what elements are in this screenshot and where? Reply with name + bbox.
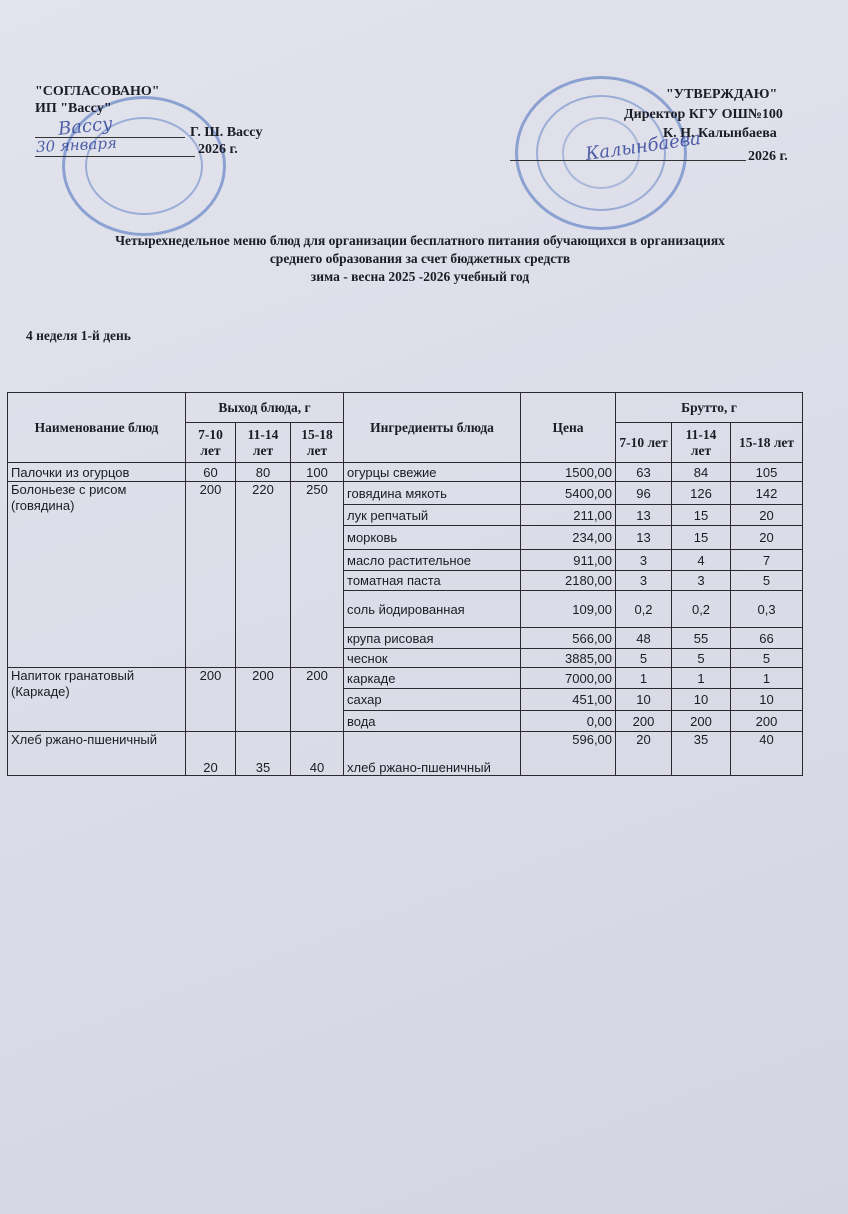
- header-price: Цена: [521, 393, 616, 463]
- left-date-line: [35, 156, 195, 157]
- brutto-15-18: 200: [731, 711, 803, 732]
- output-15-18: 40: [291, 732, 344, 776]
- header-brutto-age-15-18: 15-18 лет: [731, 423, 803, 463]
- output-11-14: 35: [236, 732, 291, 776]
- output-11-14: 200: [236, 668, 291, 732]
- brutto-15-18: 5: [731, 571, 803, 591]
- ingredient-price: 211,00: [521, 505, 616, 526]
- brutto-11-14: 3: [672, 571, 731, 591]
- title-line-1: Четырехнедельное меню блюд для организации бесплатного питания обучающихся в организациях: [115, 233, 725, 248]
- ingredient-name: масло растительное: [344, 550, 521, 571]
- header-dish: Наименование блюд: [8, 393, 186, 463]
- output-7-10: 60: [186, 463, 236, 482]
- brutto-11-14: 15: [672, 505, 731, 526]
- dish-name: Палочки из огурцов: [8, 463, 186, 482]
- brutto-11-14: 200: [672, 711, 731, 732]
- left-handwritten-date: 30 января: [35, 133, 118, 157]
- brutto-11-14: 55: [672, 628, 731, 649]
- brutto-15-18: 7: [731, 550, 803, 571]
- ingredient-price: 109,00: [521, 591, 616, 628]
- ingredient-name: вода: [344, 711, 521, 732]
- ingredient-price: 911,00: [521, 550, 616, 571]
- day-label: 4 неделя 1-й день: [26, 328, 131, 343]
- ingredient-price: 7000,00: [521, 668, 616, 689]
- dish-name: Напиток гранатовый (Каркаде): [8, 668, 186, 732]
- ingredient-name: хлеб ржано-пшеничный: [344, 732, 521, 776]
- brutto-11-14: 5: [672, 649, 731, 668]
- brutto-11-14: 126: [672, 482, 731, 505]
- brutto-7-10: 13: [616, 505, 672, 526]
- approval-right-position: Директор КГУ ОШ№100: [624, 107, 783, 122]
- header-output-age-15-18: 15-18 лет: [291, 423, 344, 463]
- table-row: [8, 668, 803, 689]
- brutto-11-14: 1: [672, 668, 731, 689]
- approval-left-year: 2026 г.: [198, 142, 238, 157]
- ingredient-name: сахар: [344, 689, 521, 711]
- dish-name: Болоньезе с рисом (говядина): [8, 482, 186, 668]
- output-7-10: 200: [186, 668, 236, 732]
- ingredient-price: 1500,00: [521, 463, 616, 482]
- output-15-18: 250: [291, 482, 344, 668]
- ingredient-price: 596,00: [521, 732, 616, 776]
- output-15-18: 200: [291, 668, 344, 732]
- brutto-7-10: 3: [616, 571, 672, 591]
- header-output: Выход блюда, г: [186, 393, 344, 423]
- ingredient-name: говядина мякоть: [344, 482, 521, 505]
- header-brutto-age-7-10: 7-10 лет: [616, 423, 672, 463]
- right-signature-line: [510, 160, 746, 161]
- ingredient-name: чеснок: [344, 649, 521, 668]
- brutto-7-10: 96: [616, 482, 672, 505]
- ingredient-price: 0,00: [521, 711, 616, 732]
- title-line-2: среднего образования за счет бюджетных средств: [269, 251, 571, 266]
- brutto-15-18: 66: [731, 628, 803, 649]
- header-ingredients: Ингредиенты блюда: [344, 393, 521, 463]
- approval-left-name: Г. Ш. Васcу: [190, 125, 263, 140]
- brutto-15-18: 40: [731, 732, 803, 776]
- brutto-7-10: 0,2: [616, 591, 672, 628]
- brutto-11-14: 0,2: [672, 591, 731, 628]
- brutto-7-10: 20: [616, 732, 672, 776]
- brutto-15-18: 105: [731, 463, 803, 482]
- output-15-18: 100: [291, 463, 344, 482]
- ingredient-name: лук репчатый: [344, 505, 521, 526]
- brutto-7-10: 10: [616, 689, 672, 711]
- table-row: [8, 463, 803, 482]
- brutto-11-14: 15: [672, 526, 731, 550]
- output-11-14: 220: [236, 482, 291, 668]
- header-output-age-11-14: 11-14 лет: [236, 423, 291, 463]
- header-output-age-7-10: 7-10 лет: [186, 423, 236, 463]
- ingredient-name: крупа рисовая: [344, 628, 521, 649]
- brutto-15-18: 20: [731, 505, 803, 526]
- document-title: [20, 232, 820, 286]
- title-line-3: зима - весна 2025 -2026 учебный год: [310, 269, 530, 284]
- brutto-11-14: 35: [672, 732, 731, 776]
- dish-name: Хлеб ржано-пшеничный: [8, 732, 186, 776]
- approval-right-name: К. Н. Калынбаева: [663, 126, 777, 141]
- header-brutto: Брутто, г: [616, 393, 803, 423]
- brutto-7-10: 63: [616, 463, 672, 482]
- brutto-15-18: 0,3: [731, 591, 803, 628]
- approval-left-heading: "СОГЛАСОВАНО": [35, 84, 160, 99]
- brutto-15-18: 5: [731, 649, 803, 668]
- output-7-10: 200: [186, 482, 236, 668]
- header-brutto-age-11-14: 11-14 лет: [672, 423, 731, 463]
- brutto-15-18: 20: [731, 526, 803, 550]
- brutto-7-10: 3: [616, 550, 672, 571]
- ingredient-name: каркаде: [344, 668, 521, 689]
- brutto-7-10: 48: [616, 628, 672, 649]
- approval-right-year: 2026 г.: [748, 149, 788, 164]
- ingredient-name: морковь: [344, 526, 521, 550]
- ingredient-name: огурцы свежие: [344, 463, 521, 482]
- approval-right-heading: "УТВЕРЖДАЮ": [666, 87, 778, 102]
- brutto-11-14: 4: [672, 550, 731, 571]
- ingredient-price: 566,00: [521, 628, 616, 649]
- brutto-15-18: 142: [731, 482, 803, 505]
- table-row: [8, 482, 803, 505]
- ingredient-price: 3885,00: [521, 649, 616, 668]
- right-signature: Калынбаева: [584, 128, 703, 165]
- brutto-7-10: 200: [616, 711, 672, 732]
- ingredient-price: 5400,00: [521, 482, 616, 505]
- output-11-14: 80: [236, 463, 291, 482]
- ingredient-price: 451,00: [521, 689, 616, 711]
- brutto-7-10: 1: [616, 668, 672, 689]
- approval-left-org: ИП "Васcу": [35, 101, 112, 116]
- brutto-11-14: 84: [672, 463, 731, 482]
- brutto-15-18: 1: [731, 668, 803, 689]
- left-signature: Васcу: [57, 113, 114, 140]
- brutto-15-18: 10: [731, 689, 803, 711]
- brutto-7-10: 5: [616, 649, 672, 668]
- brutto-7-10: 13: [616, 526, 672, 550]
- brutto-11-14: 10: [672, 689, 731, 711]
- ingredient-name: соль йодированная: [344, 591, 521, 628]
- ingredient-price: 234,00: [521, 526, 616, 550]
- menu-table: [7, 392, 803, 776]
- table-row: [8, 732, 803, 776]
- output-7-10: 20: [186, 732, 236, 776]
- ingredient-price: 2180,00: [521, 571, 616, 591]
- ingredient-name: томатная паста: [344, 571, 521, 591]
